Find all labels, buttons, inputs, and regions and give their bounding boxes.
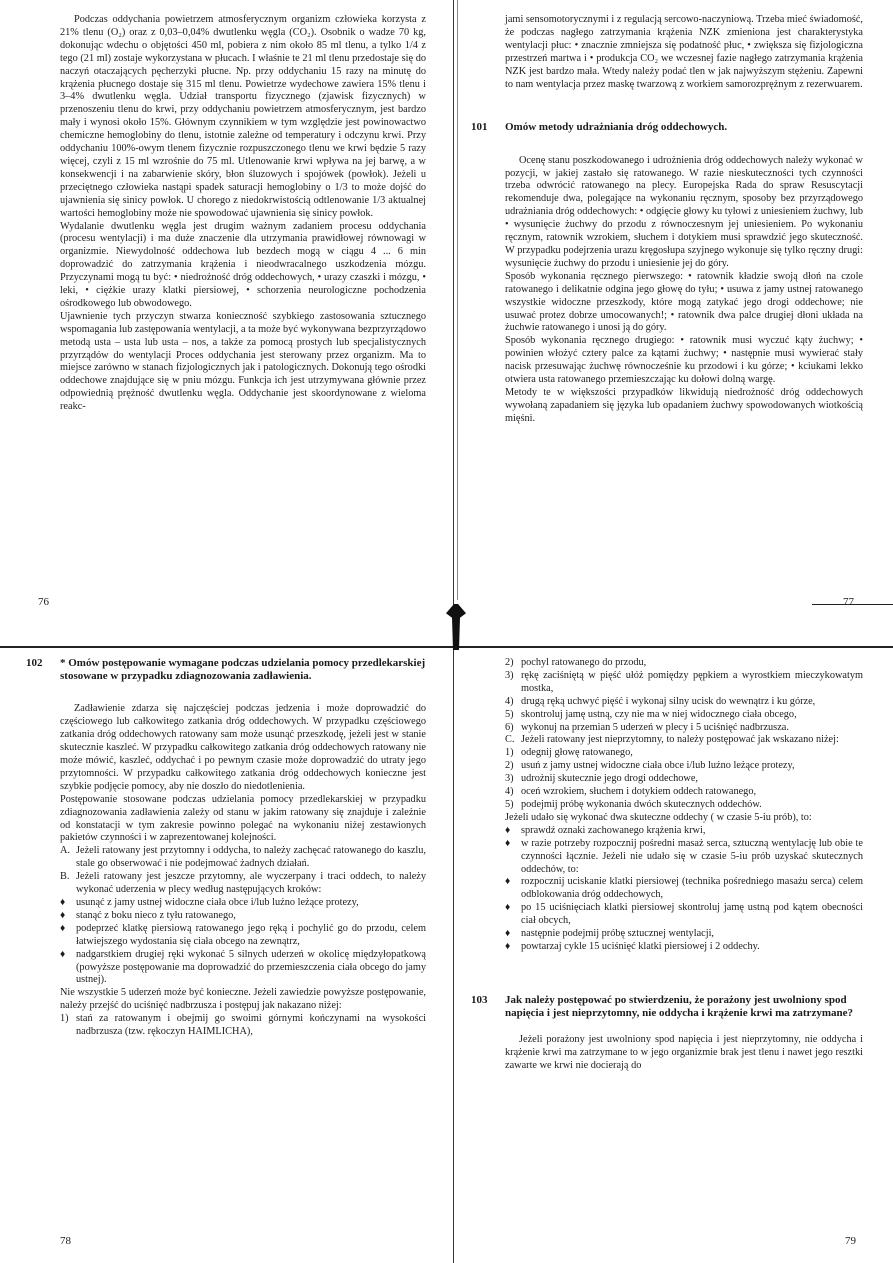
list-item [505, 709, 863, 722]
list-marker: A. [60, 845, 71, 857]
list-item-text: sprawdź oznaki zachowanego krążenia krwi, [521, 824, 706, 836]
body-paragraph: Podczas oddychania powietrzem atmosferycznym organizm człowieka korzysta z 21% tlenu (O₂) oraz z 0,03–0,04% dwutlenku węgla (CO₂). Osobnik o wadze 70 kg, dokonując wdechu o objętości 450 ml, pobiera z nim około 85 ml tlenu, a tylko 1/4 z tego (21 ml) zostaje wykorzystana w płucach. I właśnie te 21 ml tlenu przedostaje się do naczyń otaczających pęcherzyki płucne. Np. przy oddychaniu 15 razy na minutę do krążenia płucnego dostaje się 315 ml tlenu. Powietrze wydechowe zawiera 15% tlenu i 3–4% dwutlenku węgla. Udział transportu fizycznego (zjawisk fizycznych) w przenoszeniu tlenu do krwi, przy oddychaniu powietrzem atmosferycznym, jest bardzo mały i wynosi około 15%. Głównym czynnikiem w tym względzie jest powinowactwo chemiczne hemoglobiny do tlenu, istotnie zależne od temperatury i odczynu krwi. Przy oddychaniu 100%-owym tlenem fizycznie rozpuszczonego tlenu we krwi będzie 5 razy więcej, czyli z 15 ml wzrośnie do 75 ml. Utlenowanie krwi wpływa na jej barwę, a w konsekwencji i na zabarwienie skóry, błon śluzowych i spojówek (powłok). Jeżeli u przeciętnego człowieka nastąpi spadek saturacji hemoglobiny o 1/3 to może dojść do ujawnienia się sinicy powłok. U chorego z niedokrwistością odtlenowanie 1/3 aktualnej wartości hemoglobiny może nie spowodować ujawnienia się sinicy powłok. [60, 14, 426, 219]
binding-shadow [446, 604, 466, 650]
body-paragraph: Sposób wykonania ręcznego pierwszego: • ratownik kładzie swoją dłoń na czole ratowanego i delikatnie odgina jego głowę do tyłu; • usuwa z jamy ustnej ratowanego wszystkie widoczne przeszkody, które mogą zatykać jego drogi oddechowe; nie usuwać protez dobrze umocowanych!; • ratownik dwa palce drugiej dłoni układa na żuchwie ratowanego i unosi ją do góry. [505, 270, 863, 334]
list-item [505, 670, 863, 696]
list-marker: 3) [505, 669, 514, 681]
list-marker: ♦ [60, 909, 66, 921]
question-number: 102 [26, 657, 43, 669]
list-item-text: usunąć z jamy ustnej widoczne ciała obce i/lub luźno leżące protezy, [76, 897, 359, 908]
center-gutter-line-faint [457, 0, 458, 600]
list-marker: 5) [505, 798, 514, 810]
list-item [505, 902, 863, 928]
list-item [60, 949, 426, 988]
list-marker: ♦ [60, 897, 66, 908]
list-item-text: Jeżeli ratowany jest przytomny i oddycha, to należy zachęcać ratowanego do kaszlu, stale go obserwować i nie podejmować żadnych działań. [76, 845, 426, 870]
body-paragraph: Ujawnienie tych przyczyn stwarza konieczność szybkiego zastosowania sztucznego wspomagania lub zastępowania wentylacji, a ta może być wykonywana bezprzyrządowo metodą usta – usta lub usta – nos, a także za pomocą prostych lub specjalistycznych przyrządów do wentylacji Proces oddychania jest sterowany przez organizm. Ma to miejsce zarówno w stanach fizjologicznych jak i patologicznych. Dokonują tego ośrodki oddechowe znajdujące się w pniu mózgu. Funkcja ich jest utrzymywana głównie przez odpowiednią prężność dwutlenku węgla. Oddychanie jest skoordynowane z wieloma reakc- [60, 310, 426, 413]
list-item [60, 897, 426, 910]
page-78 [26, 657, 426, 1039]
list-item-text: skontroluj jamę ustną, czy nie ma w niej widocznego ciała obcego, [521, 708, 797, 720]
horizontal-spread-divider [0, 646, 893, 648]
list-item-text: udrożnij skutecznie jego drogi oddechowe, [521, 773, 698, 785]
list-marker: ♦ [505, 876, 511, 888]
list-marker: ♦ [505, 940, 511, 952]
list-marker: ♦ [505, 902, 511, 914]
page-number: 78 [60, 1235, 71, 1247]
body-paragraph: Jeżeli porażony jest uwolniony spod napięcia i jest nieprzytomny, nie oddycha i krążenie krwi ma zatrzymane to w jego organizmie brak jest tlenu i nawet jego resztki zawarte we krwi nie docierają do [505, 1034, 863, 1072]
list-item [60, 845, 426, 871]
body-paragraph: Postępowanie stosowane podczas udzielania pomocy przedlekarskiej w przypadku zdiagnozowania zadławienia zależy od stanu w jakim ratowany się znajduje i zależnie od konstatacji w tym zakresie powinno polegać na wykonaniu niżej zestawionych pakietów czynności i w zaprezentowanej kolejności. [60, 793, 426, 844]
list-item-text: nadgarstkiem drugiej ręki wykonać 5 silnych uderzeń w okolicę międzyłopatkową (powyższe postępowanie ma doprowadzić do przemieszczenia ciała obcego do jamy ustnej). [76, 948, 426, 986]
list-marker: 3) [505, 773, 514, 785]
page-number: 76 [38, 596, 49, 608]
list-marker: ♦ [505, 928, 511, 940]
list-item-text: stanąć z boku nieco z tyłu ratowanego, [76, 909, 236, 921]
list-item-text: powtarzaj cykle 15 uciśnięć klatki piersiowej i 2 oddechy. [521, 940, 760, 952]
list-marker: B. [60, 871, 70, 883]
list-marker: 1) [60, 1013, 69, 1025]
list-item [505, 799, 863, 812]
list-item-text: Jeżeli ratowany jest jeszcze przytomny, ale wyczerpany i traci oddech, to należy wykonać uderzenia w plecy według następujących kroków: [76, 871, 426, 896]
list-marker: ♦ [60, 948, 66, 960]
list-marker: 5) [505, 708, 514, 720]
list-item [505, 928, 863, 941]
body-paragraph: Metody te w większości przypadków likwidują niedrożność dróg oddechowych wywołaną zapadaniem się języka lub opadaniem żuchwy spowodowanych wiotkością mięśni. [505, 386, 863, 424]
list-item [505, 657, 863, 670]
list-item [60, 923, 426, 949]
list-item [505, 825, 863, 838]
list-item [505, 876, 863, 902]
list-item [505, 941, 863, 954]
question-number: 103 [471, 993, 488, 1006]
body-paragraph: Ocenę stanu poszkodowanego i udrożnienia dróg oddechowych należy wykonać w pozycji, w jakiej zastało się ratowanego. W razie nieskuteczności tych czynności trzeba odwrócić ratowanego na plecy. Europejska Rada do spraw Resuscytacji rekomenduje dwa, polegające na wykonaniu ręcznym, sposoby bez przyrządowego udrażniania dróg oddechowych: • odgięcie głowy ku tyłowi z uniesieniem żuchwy, lub • wysunięcie żuchwy do przodu z równoczesnym jej uniesieniem. Po wykonaniu ręcznym, ratownik wzrokiem, słuchem i dotykiem musi sprawdzić jego skuteczność. W przypadku podejrzenia urazu kręgosłupa szyjnego wykonuje się tylko ręczny drugi: wysunięcie żuchwy do przodu i uniesienie jej do góry. [505, 154, 863, 269]
procedure-list [60, 1013, 426, 1039]
list-marker: 6) [505, 721, 514, 733]
list-item [505, 786, 863, 799]
list-item-text: usuń z jamy ustnej widoczne ciała obce i/lub luźno leżące protezy, [521, 760, 795, 772]
question-102 [26, 657, 426, 683]
list-item-text: w razie potrzeby rozpocznij pośredni masaż serca, sztuczną wentylację lub obie te czynności łącznie. Jeżeli nie udało się w czasie 5-iu prób uzyskać skutecznych oddechów, to: [521, 837, 863, 875]
list-item-text: odegnij głowę ratowanego, [521, 747, 633, 759]
list-marker: 4) [505, 695, 514, 707]
body-paragraph: Nie wszystkie 5 uderzeń może być konieczne. Jeżeli zawiedzie powyższe postępowanie, należy przejść do uciśnięć nadbrzusza i postępuj jak nakazano niżej: [60, 987, 426, 1012]
list-item-text: po 15 uciśnięciach klatki piersiowej skontroluj jamę ustną pod kątem obecności ciał obcych, [521, 902, 863, 927]
list-item-text: podejmij próbę wykonania dwóch skutecznych oddechów. [521, 798, 762, 810]
list-item [60, 910, 426, 923]
list-item [505, 722, 863, 735]
list-item [505, 838, 863, 877]
list-item-text: podeprzeć klatkę piersiową ratowanego jego ręką i pochylić go do przodu, celem łatwiejszego wydostania się ciała obcego na zewnątrz, [76, 922, 426, 947]
list-item [60, 871, 426, 897]
body-paragraph: Zadławienie zdarza się najczęściej podczas jedzenia i może doprowadzić do częściowego lub całkowitego zatkania dróg oddechowych. W przypadku częściowego zatkania dróg oddechowych ratowany sam może usunąć przeszkodę, jeżeli jest w stanie skutecznie kaszleć. W przypadku całkowitego zatkania dróg oddechowych ratowany nie może mówić, kaszleć, oddychać i po pewnym czasie może doprowadzić do utraty jego przytomności. W przypadku całkowitego zatkania dróg oddechowych konieczne jest szybkie podjęcie pomocy, aby nie doszło do niedotlenienia. [60, 703, 426, 792]
list-item [505, 734, 863, 747]
list-marker: 4) [505, 786, 514, 798]
list-marker: 2) [505, 657, 514, 668]
page-79 [471, 657, 863, 1073]
list-item-text: stań za ratowanym i obejmij go swoimi górnymi kończynami na wysokości nadbrzusza (tzw. rękoczyn HAIMLICHA), [76, 1013, 426, 1038]
list-marker: ♦ [505, 837, 511, 849]
question-title: Jak należy postępować po stwierdzeniu, że porażony jest uwolniony spod napięcia i jest nieprzytomny, nie oddycha i krążenie krwi ma zatrzymane? [505, 993, 853, 1020]
list-marker: 2) [505, 760, 514, 772]
procedure-list [505, 825, 863, 954]
list-item-text: rękę zaciśniętą w pięść ułóż pomiędzy pępkiem a wyrostkiem mieczykowatym mostka, [521, 669, 863, 694]
list-item [60, 1013, 426, 1039]
body-paragraph: Sposób wykonania ręcznego drugiego: • ratownik musi wyczuć kąty żuchwy; • powinien włożyć cztery palce za kątami żuchwy; • następnie musi wywierać stały nacisk przesuwając żuchwę równocześnie ku przodowi i ku górze; • kciukami lekko otwiera usta ratowanego przemieszczając ku dołowi dolną wargę. [505, 335, 863, 386]
question-101 [471, 121, 863, 134]
body-paragraph: jami sensomotorycznymi i z regulacją sercowo-naczyniową. Trzeba mieć świadomość, że podczas nagłego zatrzymania krążenia NZK zmieniona jest charakterystyka wentylacji płuc: • znacznie zmniejsza się podatność płuc, • zwiększa się fizjologiczna przestrzeń martwa i • produkcja CO₂ we wczesnej fazie nagłego zatrzymania krążenia NZK jest bardzo mała. Wtedy należy podać tlen w jak najwyższym stężeniu. Zapewni to nam wentylacja przez maskę twarzową z workiem samorozprężnym z rezerwuarem. [505, 14, 863, 90]
page-number: 77 [843, 596, 854, 608]
question-title: Omów metody udrażniania dróg oddechowych. [505, 121, 728, 134]
question-103 [471, 993, 863, 1020]
list-item [505, 747, 863, 760]
page-76 [60, 14, 426, 414]
list-marker: C. [505, 734, 515, 746]
list-item [505, 760, 863, 773]
body-paragraph: Wydalanie dwutlenku węgla jest drugim ważnym zadaniem procesu oddychania (procesu wentylacji) i ma duże znaczenie dla utrzymania prawidłowej równowagi w organizmie. Niewydolność oddechowa lub bezdech mogą w ciągu 4 ... 6 min doprowadzić do zatrzymania krążenia i nieodwracalnego uszkodzenia mózgu. Przyczynami mogą tu być: • niedrożność dróg oddechowych, • urazy czaszki i mózgu, • leki, • ciężkie urazy klatki piersiowej, • schorzenia neurologiczne pochodzenia ośrodkowego lub obwodowego. [60, 220, 426, 309]
list-item-text: pochyl ratowanego do przodu, [521, 657, 647, 668]
list-item [505, 773, 863, 786]
body-paragraph: Jeżeli udało się wykonać dwa skuteczne oddechy ( w czasie 5-iu prób), to: [505, 811, 812, 823]
list-item-text: następnie podejmij próbę sztucznej wentylacji, [521, 928, 715, 940]
list-item-text: drugą ręką uchwyć pięść i wykonaj silny ucisk do wewnątrz i ku górze, [521, 695, 816, 707]
question-number: 101 [471, 121, 488, 134]
list-item-text: Jeżeli ratowany jest nieprzytomny, to należy postępować jak wskazano niżej: [521, 734, 839, 746]
list-item-text: wykonuj na przemian 5 uderzeń w plecy i 5 uciśnięć nadbrzusza. [521, 721, 789, 733]
page-77 [471, 14, 863, 426]
procedure-list [60, 845, 426, 987]
procedure-list [505, 657, 863, 812]
list-marker: 1) [505, 747, 514, 759]
list-item-text: rozpocznij uciskanie klatki piersiowej (technika pośredniego masażu serca) celem odblokowania dróg oddechowych, [521, 876, 863, 901]
question-title: * Omów postępowanie wymagane podczas udzielania pomocy przedlekarskiej stosowane w przypadku zdiagnozowania zadławienia. [60, 657, 426, 683]
list-marker: ♦ [505, 824, 511, 836]
list-item-text: oceń wzrokiem, słuchem i dotykiem oddech ratowanego, [521, 786, 757, 798]
list-marker: ♦ [60, 922, 66, 934]
page-number: 79 [845, 1235, 856, 1247]
list-item [505, 696, 863, 709]
